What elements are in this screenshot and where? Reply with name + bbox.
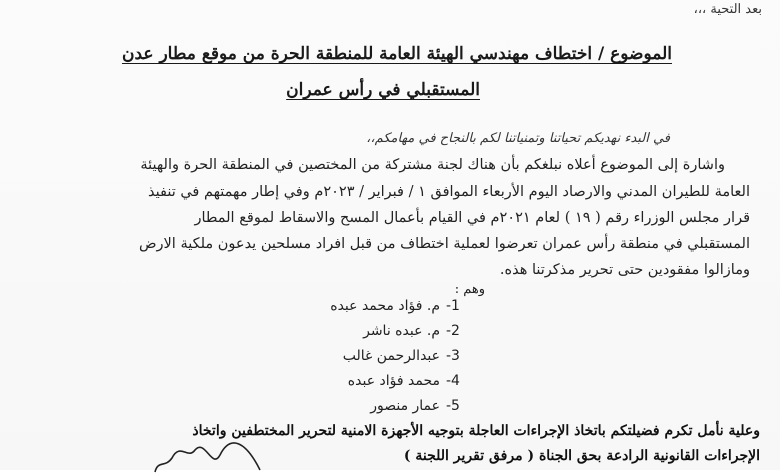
signature-scribble: [150, 430, 270, 475]
closing-line-2: الإجراءات القانونية الرادعة بحق الجناة ( مرفق تقرير اللجنة ): [403, 448, 760, 464]
body-line: ومازالوا مفقودين حتى تحرير مذكرتنا هذه.: [499, 262, 750, 278]
subject-line-2: المستقبلي في رأس عمران: [286, 80, 480, 100]
subject-line-1: الموضوع / اختطاف مهندسي الهيئة العامة للمنطقة الحرة من موقع مطار عدن: [121, 44, 672, 64]
list-intro: وهم :: [454, 282, 485, 297]
person-name: م. فؤاد محمد عبده: [330, 298, 440, 314]
body-line: قرار مجلس الوزراء رقم ( ١٩ ) لعام ٢٠٢١م في القيام بأعمال المسح والاسقاط لموقع المطار: [194, 210, 750, 226]
list-number: -2: [446, 323, 460, 339]
person-name: م. عبده ناشر: [363, 323, 440, 339]
body-line: المستقبلي في منطقة رأس عمران تعرضوا لعملية اختطاف من قبل افراد مسلحين يدعون ملكية الارض: [139, 236, 750, 252]
list-number: -4: [446, 373, 460, 389]
handwritten-note: في البدء نهديكم تحياتنا وتمنياتنا لكم بالنجاح في مهامكم،،: [366, 131, 670, 146]
list-item: [348, 373, 480, 389]
person-name: محمد فؤاد عبده: [347, 373, 440, 389]
closing-line-1: وعلية نأمل تكرم فضيلتكم باتخاذ الإجراءات العاجلة بتوجيه الأجهزة الامنية لتحرير المختطفين واتخاذ: [192, 423, 760, 439]
list-number: -1: [446, 298, 460, 314]
body-line: العامة للطيران المدني والارصاد اليوم الأربعاء الموافق ١ / فبراير / ٢٠٢٣م وفي إطار مهمتهم في تنفيذ: [148, 184, 750, 200]
person-name: عمار منصور: [370, 398, 440, 414]
list-number: -3: [446, 348, 460, 364]
person-name: عبدالرحمن غالب: [342, 348, 440, 364]
list-number: -5: [446, 398, 460, 414]
list-item: [363, 323, 480, 339]
greeting-text: بعد التحية ،،،: [693, 2, 762, 17]
list-item: [330, 298, 480, 314]
list-item: [343, 348, 480, 364]
list-item: [370, 398, 480, 414]
body-line: واشارة إلى الموضوع أعلاه نبلغكم بأن هناك لجنة مشتركة من المختصين في المنطقة الحرة والهيئة: [140, 157, 725, 173]
